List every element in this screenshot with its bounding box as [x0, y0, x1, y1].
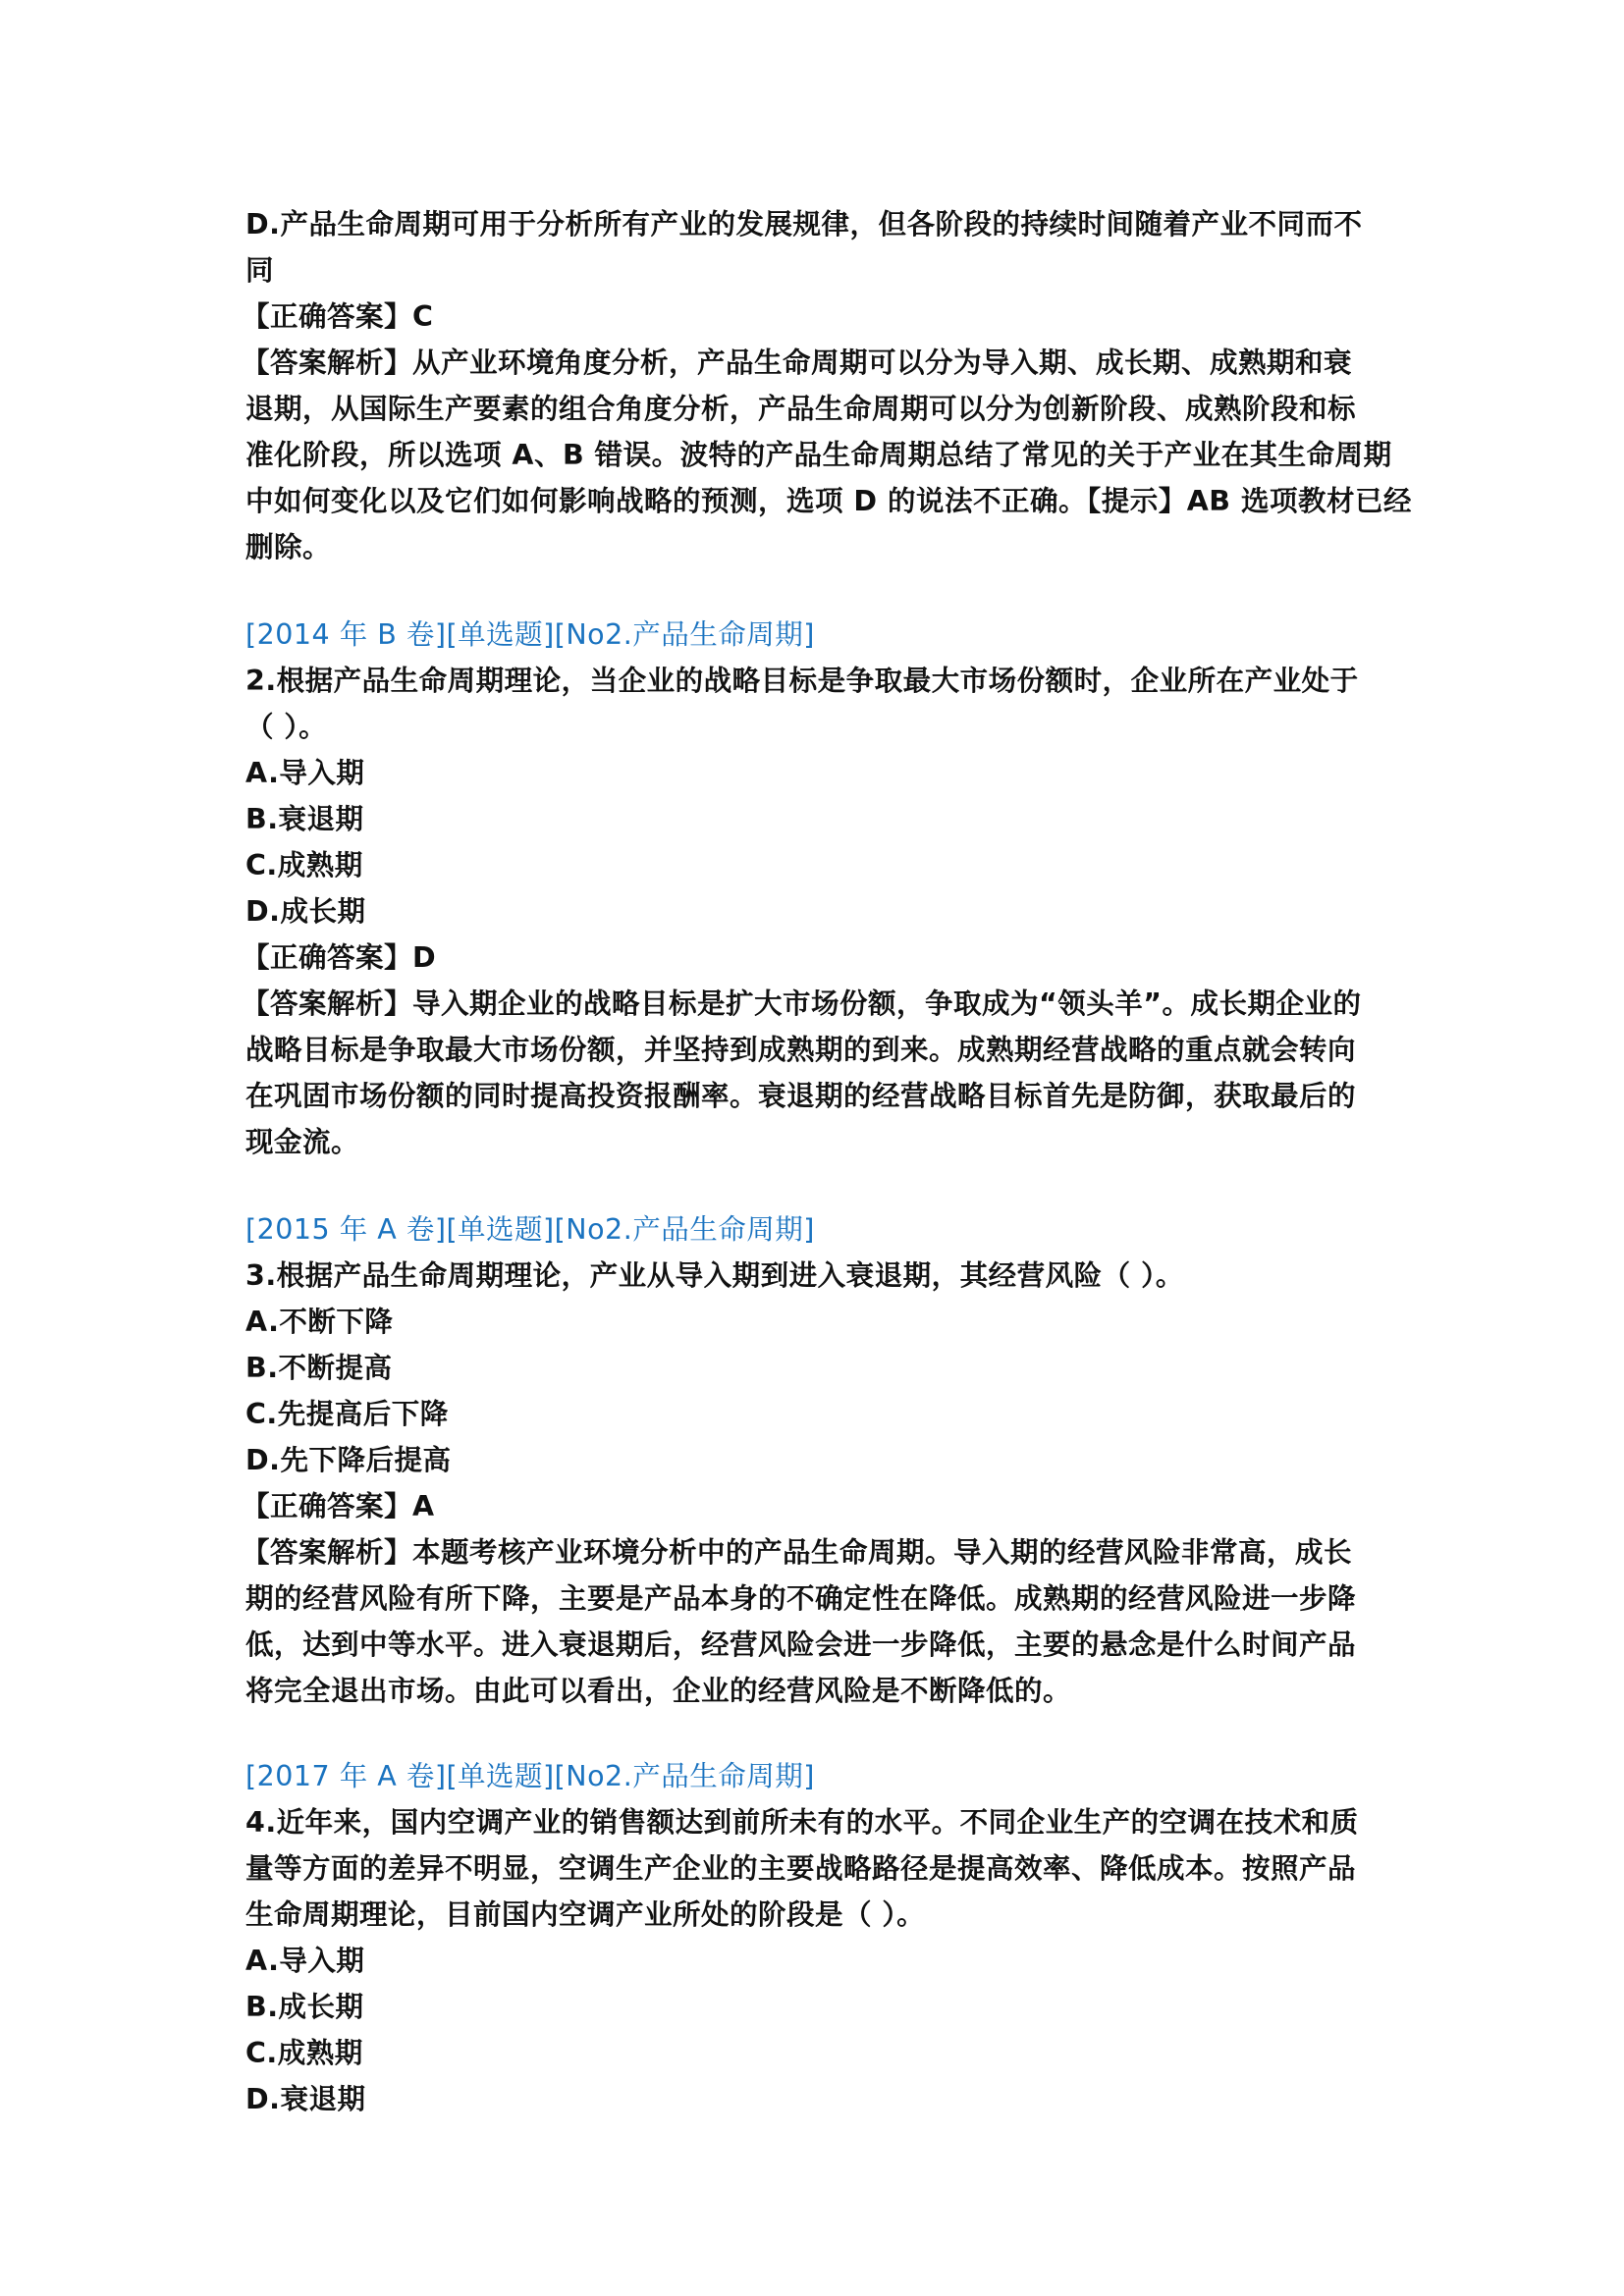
analysis-line: 退期，从国际生产要素的组合角度分析，产品生命周期可以分为创新阶段、成熟阶段和标	[245, 393, 1357, 425]
option-line: D.产品生命周期可用于分析所有产业的发展规律，但各阶段的持续时间随着产业不同而不	[245, 208, 1363, 240]
option-b: B.不断提高	[245, 1352, 393, 1384]
option-line: 同	[245, 254, 275, 287]
option-c: C.成熟期	[245, 2037, 363, 2069]
question-stem: 3.根据产品生命周期理论，产业从导入期到进入衰退期，其经营风险（ ）。	[245, 1259, 1184, 1292]
question-tag: [2017 年 A 卷][单选题][No2.产品生命周期]	[245, 1760, 815, 1792]
analysis-line: 准化阶段，所以选项 A、B 错误。波特的产品生命周期总结了常见的关于产业在其生命周期	[245, 439, 1392, 471]
option-c: C.成熟期	[245, 849, 363, 881]
correct-answer: 【正确答案】A	[242, 1490, 435, 1522]
option-a: A.导入期	[245, 1945, 365, 1977]
question-stem: 量等方面的差异不明显，空调生产企业的主要战略路径是提高效率、降低成本。按照产品	[245, 1852, 1357, 1885]
option-b: B.衰退期	[245, 803, 364, 835]
question-stem: （ ）。	[245, 711, 328, 743]
analysis-line: 删除。	[245, 531, 332, 563]
option-b: B.成长期	[245, 1991, 364, 2023]
option-a: A.导入期	[245, 757, 365, 789]
question-stem: 生命周期理论，目前国内空调产业所处的阶段是（ ）。	[245, 1898, 926, 1931]
question-tag: [2015 年 A 卷][单选题][No2.产品生命周期]	[245, 1213, 815, 1246]
analysis-line: 在巩固市场份额的同时提高投资报酬率。衰退期的经营战略目标首先是防御，获取最后的	[245, 1080, 1357, 1112]
option-d: D.衰退期	[245, 2083, 366, 2115]
question-stem: 4.近年来，国内空调产业的销售额达到前所未有的水平。不同企业生产的空调在技术和质	[245, 1806, 1359, 1839]
analysis-line: 【答案解析】从产业环境角度分析，产品生命周期可以分为导入期、成长期、成熟期和衰	[242, 347, 1353, 379]
option-a: A.不断下降	[245, 1306, 394, 1338]
analysis-line: 中如何变化以及它们如何影响战略的预测，选项 D 的说法不正确。【提示】AB 选项教材已经	[245, 485, 1412, 517]
option-d: D.成长期	[245, 895, 366, 928]
analysis-line: 期的经营风险有所下降，主要是产品本身的不确定性在降低。成熟期的经营风险进一步降	[245, 1582, 1357, 1615]
question-tag: [2014 年 B 卷][单选题][No2.产品生命周期]	[245, 618, 815, 651]
analysis-line: 现金流。	[245, 1126, 360, 1158]
option-c: C.先提高后下降	[245, 1398, 449, 1430]
option-d: D.先下降后提高	[245, 1444, 452, 1476]
analysis-line: 将完全退出市场。由此可以看出，企业的经营风险是不断降低的。	[245, 1675, 1072, 1707]
analysis-line: 战略目标是争取最大市场份额，并坚持到成熟期的到来。成熟期经营战略的重点就会转向	[245, 1034, 1357, 1066]
correct-answer: 【正确答案】D	[242, 941, 437, 974]
analysis-line: 【答案解析】导入期企业的战略目标是扩大市场份额，争取成为“领头羊”。成长期企业的	[242, 988, 1362, 1020]
analysis-line: 低，达到中等水平。进入衰退期后，经营风险会进一步降低，主要的悬念是什么时间产品	[245, 1629, 1357, 1661]
analysis-line: 【答案解析】本题考核产业环境分析中的产品生命周期。导入期的经营风险非常高，成长	[242, 1536, 1353, 1569]
question-stem: 2.根据产品生命周期理论，当企业的战略目标是争取最大市场份额时，企业所在产业处于	[245, 665, 1359, 697]
correct-answer: 【正确答案】C	[242, 300, 434, 333]
